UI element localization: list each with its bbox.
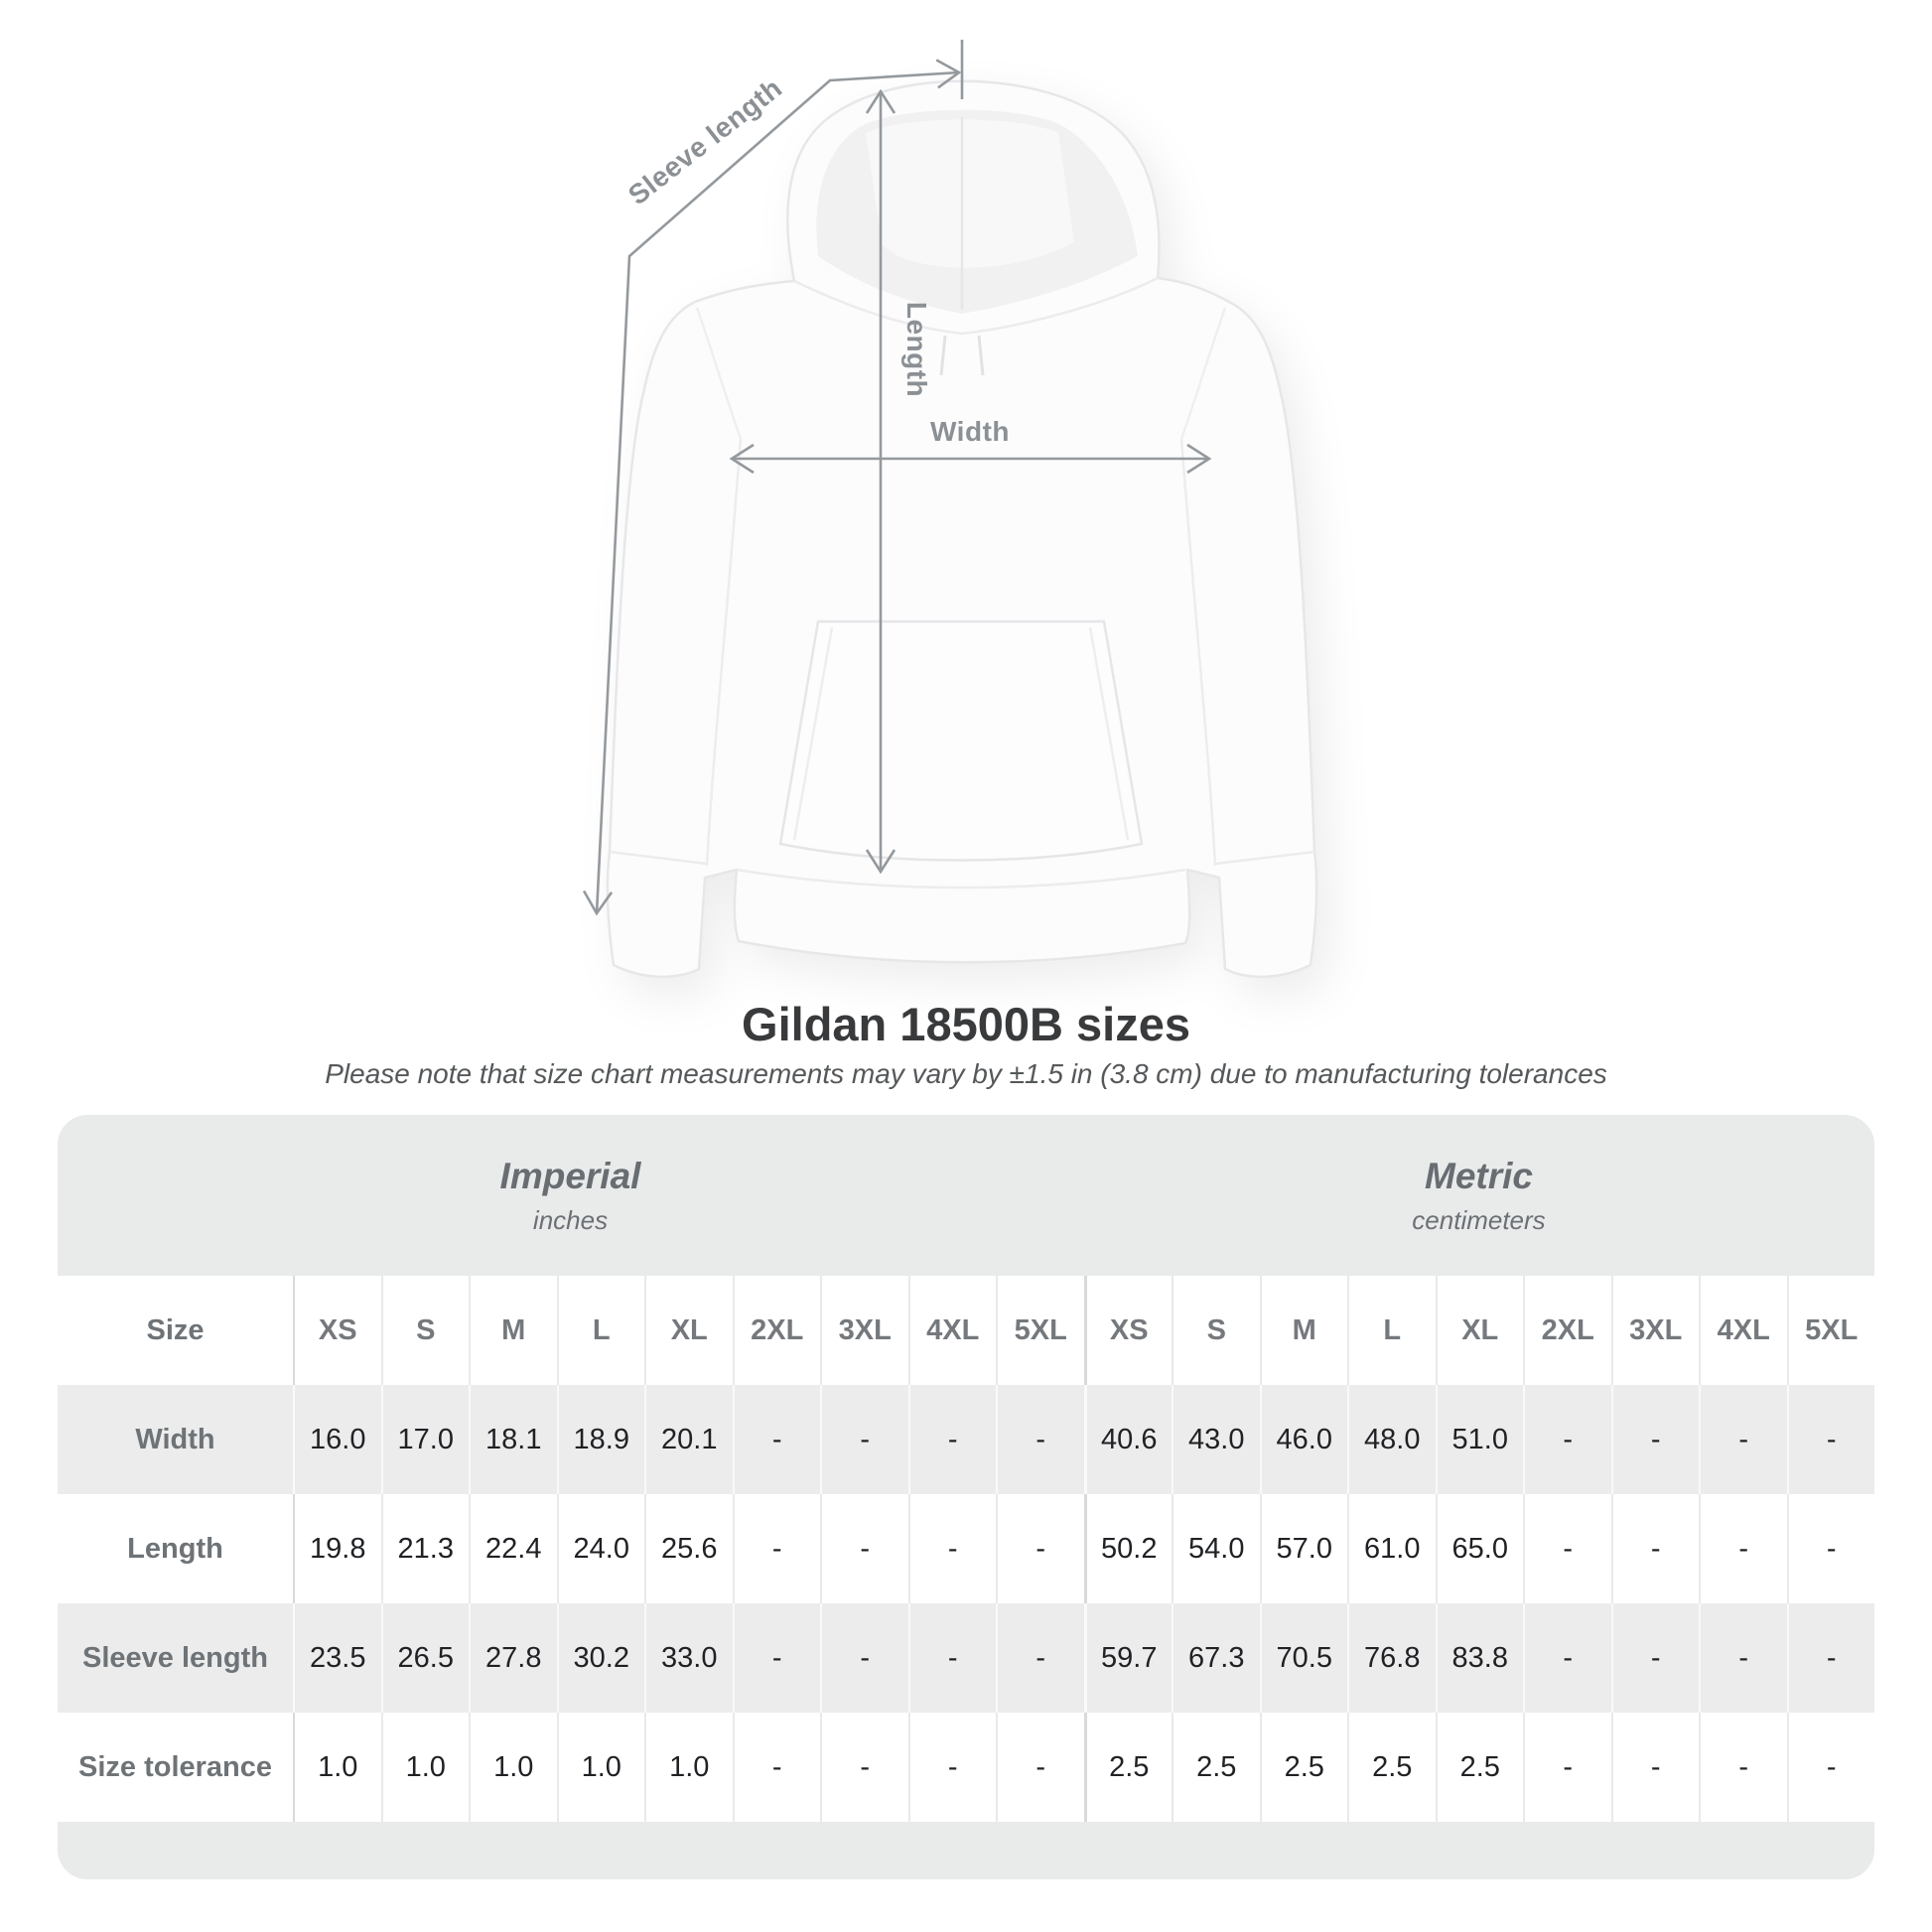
size-value-cell: - <box>1699 1494 1787 1603</box>
size-value-cell: 22.4 <box>469 1494 557 1603</box>
size-value-cell: - <box>996 1713 1084 1822</box>
size-value-cell: 54.0 <box>1172 1494 1260 1603</box>
size-header-row <box>58 1276 1874 1385</box>
size-table <box>58 1115 1874 1879</box>
row-label-sleeve-length: Sleeve length <box>82 1641 268 1674</box>
size-value-cell: 1.0 <box>644 1713 733 1822</box>
size-value-cell: 67.3 <box>1172 1603 1260 1713</box>
size-column-header: 5XL <box>996 1276 1084 1385</box>
size-column-header: XS <box>293 1276 381 1385</box>
size-value-cell: 59.7 <box>1084 1603 1173 1713</box>
size-value-cell: - <box>1611 1494 1700 1603</box>
size-column-header: 4XL <box>908 1276 997 1385</box>
width-label: Width <box>930 416 1010 447</box>
size-value-cell: 33.0 <box>644 1603 733 1713</box>
size-value-cell: 57.0 <box>1260 1494 1348 1603</box>
size-value-cell: 17.0 <box>381 1385 470 1494</box>
metric-unit-label: centimeters <box>1412 1204 1546 1235</box>
size-value-cell: - <box>733 1603 821 1713</box>
size-value-cell: 61.0 <box>1347 1494 1436 1603</box>
size-table-grid <box>58 1276 1874 1822</box>
size-value-cell: 40.6 <box>1084 1385 1173 1494</box>
size-value-cell: - <box>908 1494 997 1603</box>
metric-label: Metric <box>1425 1155 1533 1196</box>
size-value-cell: 1.0 <box>381 1713 470 1822</box>
size-column-header: 4XL <box>1699 1276 1787 1385</box>
size-value-cell: 30.2 <box>557 1603 645 1713</box>
size-value-cell: 24.0 <box>557 1494 645 1603</box>
size-value-cell: - <box>1523 1385 1611 1494</box>
size-value-cell: 21.3 <box>381 1494 470 1603</box>
size-value-cell: 76.8 <box>1347 1603 1436 1713</box>
size-value-cell: - <box>820 1603 908 1713</box>
size-value-cell: 2.5 <box>1260 1713 1348 1822</box>
size-value-cell: - <box>1787 1494 1875 1603</box>
size-value-cell: - <box>733 1713 821 1822</box>
size-value-cell: - <box>1523 1494 1611 1603</box>
size-value-cell: - <box>996 1385 1084 1494</box>
size-column-header: 2XL <box>733 1276 821 1385</box>
size-value-cell: 18.9 <box>557 1385 645 1494</box>
size-column-header: 3XL <box>820 1276 908 1385</box>
table-row <box>58 1385 1874 1494</box>
size-value-cell: - <box>908 1713 997 1822</box>
size-value-cell: 1.0 <box>469 1713 557 1822</box>
size-value-cell: - <box>820 1385 908 1494</box>
size-value-cell: 26.5 <box>381 1603 470 1713</box>
size-value-cell: - <box>996 1494 1084 1603</box>
size-value-cell: 19.8 <box>293 1494 381 1603</box>
size-value-cell: 18.1 <box>469 1385 557 1494</box>
size-value-cell: 43.0 <box>1172 1385 1260 1494</box>
row-label-length: Length <box>127 1532 223 1565</box>
size-column-header: L <box>1347 1276 1436 1385</box>
size-value-cell: 51.0 <box>1436 1385 1524 1494</box>
sleeve-length-label: Sleeve length <box>621 71 788 211</box>
table-row <box>58 1713 1874 1822</box>
size-value-cell: - <box>996 1603 1084 1713</box>
size-value-cell: - <box>1611 1385 1700 1494</box>
size-value-cell: - <box>1787 1713 1875 1822</box>
size-value-cell: - <box>908 1385 997 1494</box>
size-value-cell: - <box>1611 1603 1700 1713</box>
imperial-label: Imperial <box>499 1155 641 1196</box>
size-value-cell: 16.0 <box>293 1385 381 1494</box>
size-value-cell: 50.2 <box>1084 1494 1173 1603</box>
table-row <box>58 1494 1874 1603</box>
size-column-header: XL <box>1436 1276 1524 1385</box>
size-value-cell: - <box>733 1385 821 1494</box>
size-column-header: S <box>1172 1276 1260 1385</box>
imperial-unit-label: inches <box>532 1204 609 1235</box>
unit-header-imperial <box>58 1115 1083 1276</box>
size-value-cell: - <box>1699 1385 1787 1494</box>
size-value-cell: 2.5 <box>1084 1713 1173 1822</box>
size-value-cell: - <box>820 1713 908 1822</box>
unit-header-band <box>58 1115 1874 1276</box>
size-column-header: XS <box>1084 1276 1173 1385</box>
size-value-cell: 70.5 <box>1260 1603 1348 1713</box>
size-header-label: Size <box>146 1313 205 1346</box>
page-title: Gildan 18500B sizes <box>742 998 1190 1050</box>
row-label-size-tolerance: Size tolerance <box>77 1750 273 1783</box>
size-value-cell: - <box>1523 1713 1611 1822</box>
size-value-cell: 1.0 <box>557 1713 645 1822</box>
size-value-cell: 65.0 <box>1436 1494 1524 1603</box>
size-value-cell: 27.8 <box>469 1603 557 1713</box>
unit-header-metric <box>1083 1115 1874 1276</box>
size-value-cell: - <box>1787 1603 1875 1713</box>
size-value-cell: 83.8 <box>1436 1603 1524 1713</box>
size-value-cell: - <box>733 1494 821 1603</box>
size-value-cell: - <box>1699 1713 1787 1822</box>
size-value-cell: 23.5 <box>293 1603 381 1713</box>
size-value-cell: 2.5 <box>1172 1713 1260 1822</box>
size-value-cell: - <box>1787 1385 1875 1494</box>
size-column-header: M <box>469 1276 557 1385</box>
row-label-width: Width <box>135 1423 215 1455</box>
size-column-header: S <box>381 1276 470 1385</box>
size-value-cell: - <box>820 1494 908 1603</box>
size-value-cell: 48.0 <box>1347 1385 1436 1494</box>
size-value-cell: 20.1 <box>644 1385 733 1494</box>
size-value-cell: 46.0 <box>1260 1385 1348 1494</box>
size-column-header: 5XL <box>1787 1276 1875 1385</box>
table-row <box>58 1603 1874 1713</box>
kangaroo-pocket <box>780 621 1142 861</box>
size-column-header: XL <box>644 1276 733 1385</box>
size-value-cell: 2.5 <box>1347 1713 1436 1822</box>
size-column-header: 3XL <box>1611 1276 1700 1385</box>
size-value-cell: - <box>908 1603 997 1713</box>
size-value-cell: 1.0 <box>293 1713 381 1822</box>
length-label: Length <box>901 301 932 398</box>
size-column-header: 2XL <box>1523 1276 1611 1385</box>
size-column-header: L <box>557 1276 645 1385</box>
size-value-cell: - <box>1699 1603 1787 1713</box>
size-value-cell: 25.6 <box>644 1494 733 1603</box>
size-value-cell: - <box>1611 1713 1700 1822</box>
size-value-cell: - <box>1523 1603 1611 1713</box>
hoodie-illustration <box>608 81 1316 977</box>
size-value-cell: 2.5 <box>1436 1713 1524 1822</box>
hood-back-panel <box>866 120 1074 268</box>
size-column-header: M <box>1260 1276 1348 1385</box>
page-subtitle: Please note that size chart measurements may vary by ±1.5 in (3.8 cm) due to manufacturing tolerances <box>325 1058 1607 1089</box>
